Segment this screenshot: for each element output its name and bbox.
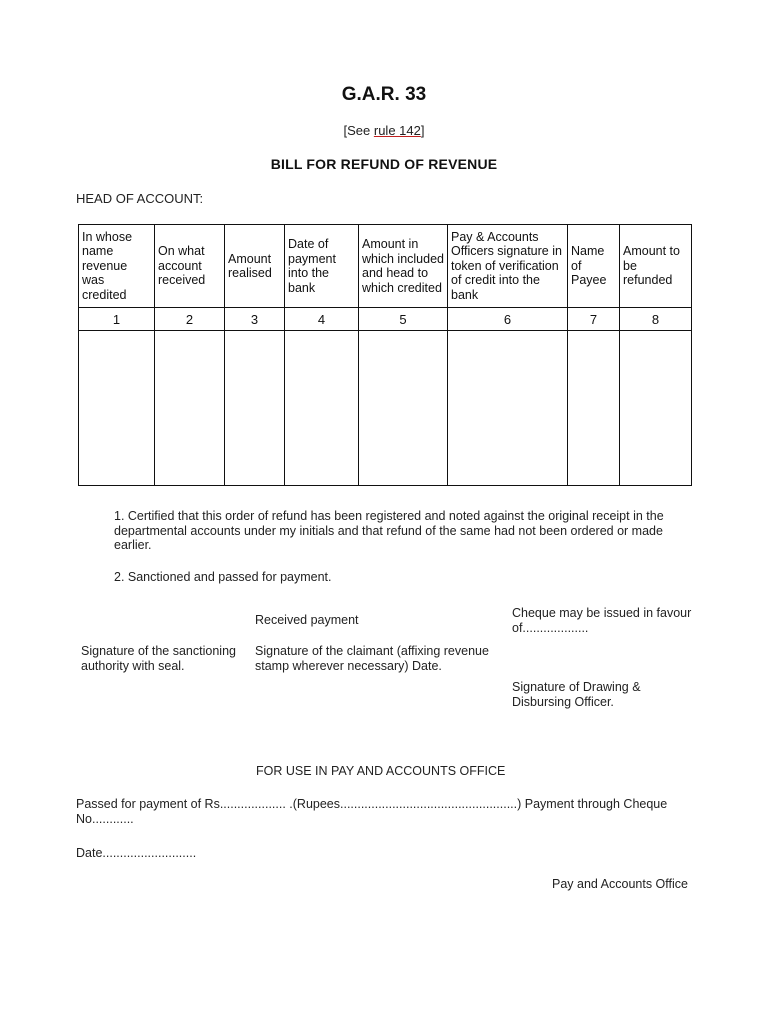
pay-accounts-office-label: Pay and Accounts Office bbox=[552, 877, 688, 891]
ddo-signature: Signature of Drawing & Disbursing Officer. bbox=[512, 680, 641, 709]
col-number-6: 6 bbox=[448, 308, 568, 331]
col-number-1: 1 bbox=[79, 308, 155, 331]
col-header-on-what-account: On what account received bbox=[155, 225, 225, 308]
col-header-amount-refunded: Amount to be refunded bbox=[620, 225, 692, 308]
sanction-text: 2. Sanctioned and passed for payment. bbox=[114, 570, 332, 584]
table-entry-row bbox=[79, 331, 692, 486]
entry-cell-3[interactable] bbox=[225, 331, 285, 486]
col-number-2: 2 bbox=[155, 308, 225, 331]
col-header-amount-included: Amount in which included and head to which credited bbox=[359, 225, 448, 308]
pao-section-heading: FOR USE IN PAY AND ACCOUNTS OFFICE bbox=[256, 764, 506, 778]
table-header-row bbox=[79, 225, 692, 308]
claimant-signature: Signature of the claimant (affixing revenue stamp wherever necessary) Date. bbox=[255, 644, 489, 673]
col-number-4: 4 bbox=[285, 308, 359, 331]
form-title: G.A.R. 33 bbox=[341, 84, 427, 105]
col-number-3: 3 bbox=[225, 308, 285, 331]
passed-for-payment-text: Passed for payment of Rs................... .(Rupees...................................................) Payment through Cheque No............ bbox=[76, 797, 668, 826]
form-subtitle: BILL FOR REFUND OF REVENUE bbox=[270, 156, 498, 172]
entry-cell-2[interactable] bbox=[155, 331, 225, 486]
rule-reference-suffix: ] bbox=[420, 123, 425, 138]
entry-cell-4[interactable] bbox=[285, 331, 359, 486]
received-payment-label: Received payment bbox=[255, 613, 359, 627]
col-header-whose-name: In whose name revenue was credited bbox=[79, 225, 155, 308]
entry-cell-1[interactable] bbox=[79, 331, 155, 486]
cheque-favour-text: Cheque may be issued in favour of................... bbox=[512, 606, 692, 635]
col-header-name-of-payee: Name of Payee bbox=[568, 225, 620, 308]
entry-cell-7[interactable] bbox=[568, 331, 620, 486]
rule-142-link[interactable]: rule 142 bbox=[373, 123, 421, 138]
sanctioning-authority-signature: Signature of the sanctioning authority with seal. bbox=[81, 644, 236, 673]
date-field: Date........................... bbox=[76, 846, 197, 860]
entry-cell-8[interactable] bbox=[620, 331, 692, 486]
head-of-account-label: HEAD OF ACCOUNT: bbox=[76, 191, 204, 206]
rule-reference bbox=[0, 123, 768, 138]
entry-cell-6[interactable] bbox=[448, 331, 568, 486]
table-number-row bbox=[79, 308, 692, 331]
certification-text: 1. Certified that this order of refund has been registered and noted against the original receipt in the departmental accounts under my initials and that refund of the same had not been ordered or made earlier. bbox=[114, 509, 664, 552]
col-number-8: 8 bbox=[620, 308, 692, 331]
col-header-amount-realised: Amount realised bbox=[225, 225, 285, 308]
col-number-5: 5 bbox=[359, 308, 448, 331]
rule-reference-prefix: [See bbox=[343, 123, 374, 138]
col-header-date-of-payment: Date of payment into the bank bbox=[285, 225, 359, 308]
entry-cell-5[interactable] bbox=[359, 331, 448, 486]
refund-table bbox=[78, 224, 692, 486]
col-header-pao-signature: Pay & Accounts Officers signature in token of verification of credit into the bank bbox=[448, 225, 568, 308]
col-number-7: 7 bbox=[568, 308, 620, 331]
